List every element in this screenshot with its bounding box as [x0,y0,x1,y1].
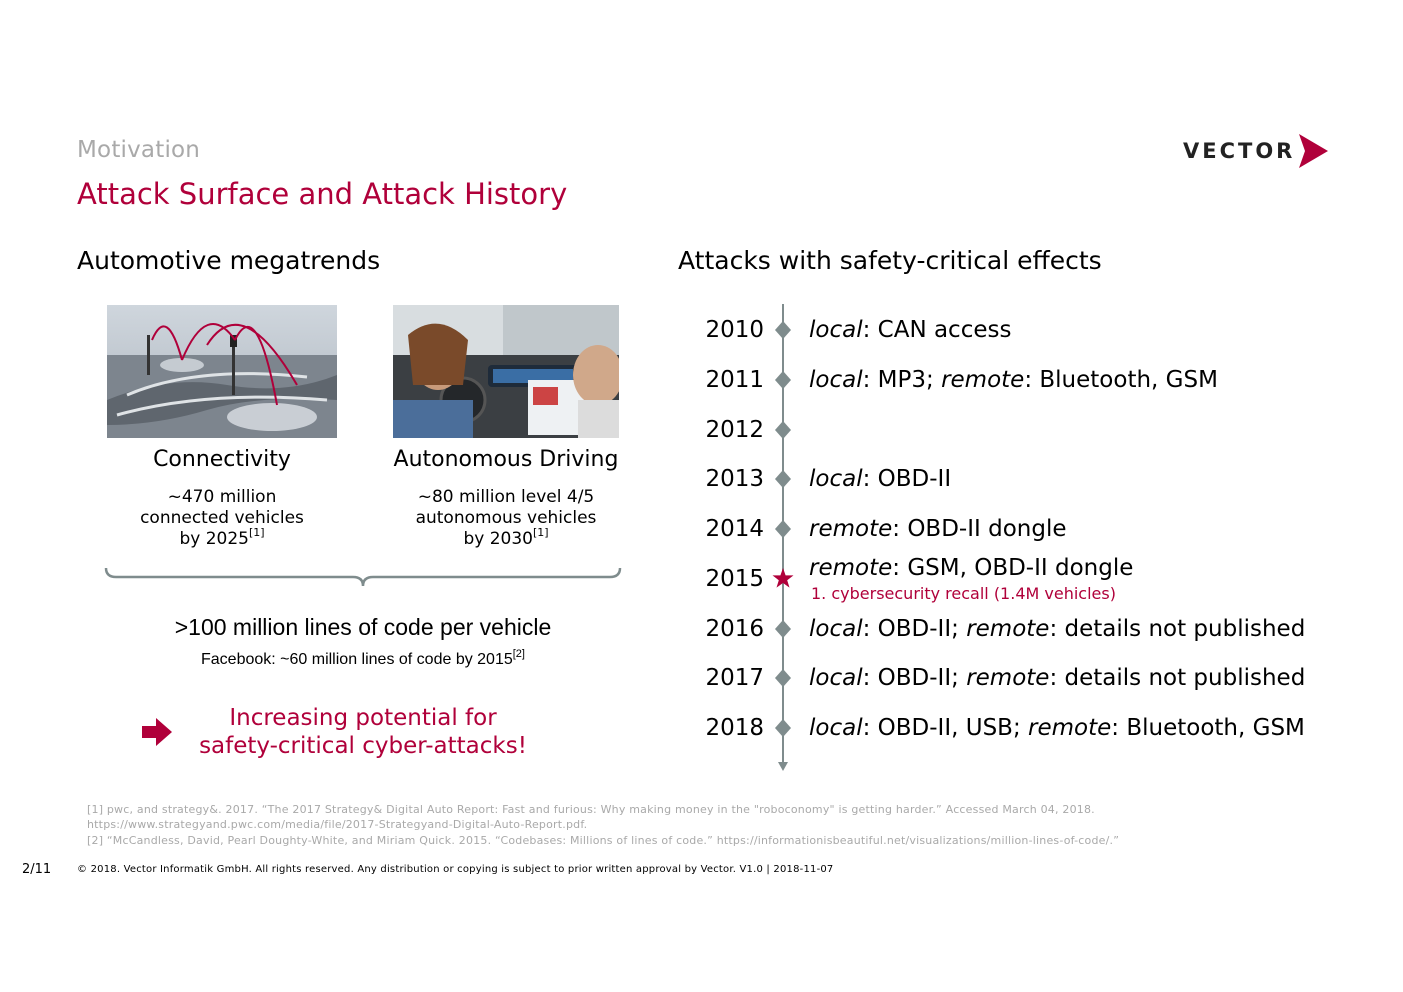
vector-chevron-icon [1297,132,1329,170]
attack-detail: : OBD-II, USB; [862,715,1029,741]
attack-vector-label: remote [941,367,1025,393]
attacks-heading: Attacks with safety-critical effects [678,246,1102,275]
timeline-year: 2011 [705,367,764,393]
diamond-marker-icon [775,719,791,737]
trend-desc-line: ~470 million [167,487,277,507]
reference-1-url: https://www.strategyand.pwc.com/media/file/2017-Strategyand-Digital-Auto-Report.pdf. [87,818,588,831]
reference-1: [1] pwc, and strategy&. 2017. “The 2017 Strategy& Digital Auto Report: Fast and furious: Why making money in the "roboconomy" is getting harder.” Accessed March 04, 2018. [87,803,1095,816]
trend-desc-connectivity [92,487,352,550]
section-label: Motivation [77,137,201,163]
attack-detail: : CAN access [862,317,1012,343]
trend-desc-line: by 2030 [463,529,533,549]
attack-vector-label: local [809,616,863,642]
attack-vector-label: local [809,466,863,492]
attack-vector-label: remote [966,665,1050,691]
conclusion-line: Increasing potential for [229,705,497,731]
timeline-event-2017 [809,665,1305,691]
conclusion-line: safety-critical cyber-attacks! [199,733,527,759]
right-arrow-icon [142,718,172,746]
attack-detail: : details not published [1049,665,1306,691]
attack-vector-label: remote [809,555,893,581]
attack-detail: : MP3; [862,367,942,393]
trend-desc-line: connected vehicles [140,508,304,528]
curly-brace-icon [104,566,622,588]
attack-detail: : Bluetooth, GSM [1111,715,1305,741]
trend-title-connectivity: Connectivity [153,447,291,472]
diamond-marker-icon [775,520,791,538]
attack-vector-label: local [809,715,863,741]
diamond-marker-icon [775,371,791,389]
timeline-event-2013 [809,466,951,492]
timeline-year: 2010 [705,317,764,343]
attack-detail: : GSM, OBD-II dongle [892,555,1134,581]
attack-vector-label: local [809,317,863,343]
timeline-year: 2012 [705,417,764,443]
logo-text: VECTOR [1183,139,1296,163]
diamond-marker-icon [775,620,791,638]
attack-detail: : OBD-II; [862,665,967,691]
timeline-year: 2016 [705,616,764,642]
attack-vector-label: remote [1028,715,1112,741]
trend-desc-line: by 2025 [179,529,249,549]
reference-2: [2] “McCandless, David, Pearl Doughty-White, and Miriam Quick. 2015. “Codebases: Millions of lines of code.” https://informationisbeautiful.net/visualizations/million-lines-of-code/.” [87,834,1120,847]
timeline-year: 2014 [705,516,764,542]
timeline-year: 2013 [705,466,764,492]
timeline-year: 2017 [705,665,764,691]
lines-of-code-text: >100 million lines of code per vehicle [174,614,552,640]
page-title: Attack Surface and Attack History [77,177,568,211]
connectivity-image [107,305,337,438]
attack-detail: : OBD-II; [862,616,967,642]
timeline-event-2014 [809,516,1066,542]
page-number: 2/11 [22,862,52,877]
trend-desc-line: autonomous vehicles [415,508,597,528]
timeline-event-2015 [809,555,1133,581]
recall-note: 1. cybersecurity recall (1.4M vehicles) [811,584,1116,603]
attack-detail: : Bluetooth, GSM [1024,367,1218,393]
megatrends-heading: Automotive megatrends [77,246,381,275]
citation-ref: [2] [512,647,525,660]
diamond-marker-icon [775,669,791,687]
timeline-event-2018 [809,715,1305,741]
vector-logo [1183,132,1333,172]
conclusion-text [180,704,546,760]
timeline-event-2011 [809,367,1218,393]
attack-vector-label: local [809,665,863,691]
facebook-text: Facebook: ~60 million lines of code by 2015 [201,651,513,668]
attack-vector-label: local [809,367,863,393]
attack-detail: : details not published [1049,616,1306,642]
attack-vector-label: remote [966,616,1050,642]
facebook-comparison [100,647,626,669]
trend-desc-autonomous-driving [376,487,636,550]
autonomous-driving-image [393,305,619,438]
timeline-event-2010 [809,317,1011,343]
timeline-axis [760,300,806,775]
timeline-year: 2018 [705,715,764,741]
trend-title-autonomous-driving: Autonomous Driving [393,447,619,472]
diamond-marker-icon [775,321,791,339]
diamond-marker-icon [775,470,791,488]
timeline-event-2016 [809,616,1305,642]
trend-desc-line: ~80 million level 4/5 [417,487,595,507]
attack-detail: : OBD-II [862,466,952,492]
diamond-marker-icon [775,421,791,439]
citation-ref: [1] [532,526,549,540]
attack-detail: : OBD-II dongle [892,516,1067,542]
copyright-notice: © 2018. Vector Informatik GmbH. All rights reserved. Any distribution or copying is subject to prior written approval by Vector. V1.0 | 2018-11-07 [77,864,834,875]
citation-ref: [1] [248,526,265,540]
attack-vector-label: remote [809,516,893,542]
timeline-year: 2015 [705,566,764,592]
